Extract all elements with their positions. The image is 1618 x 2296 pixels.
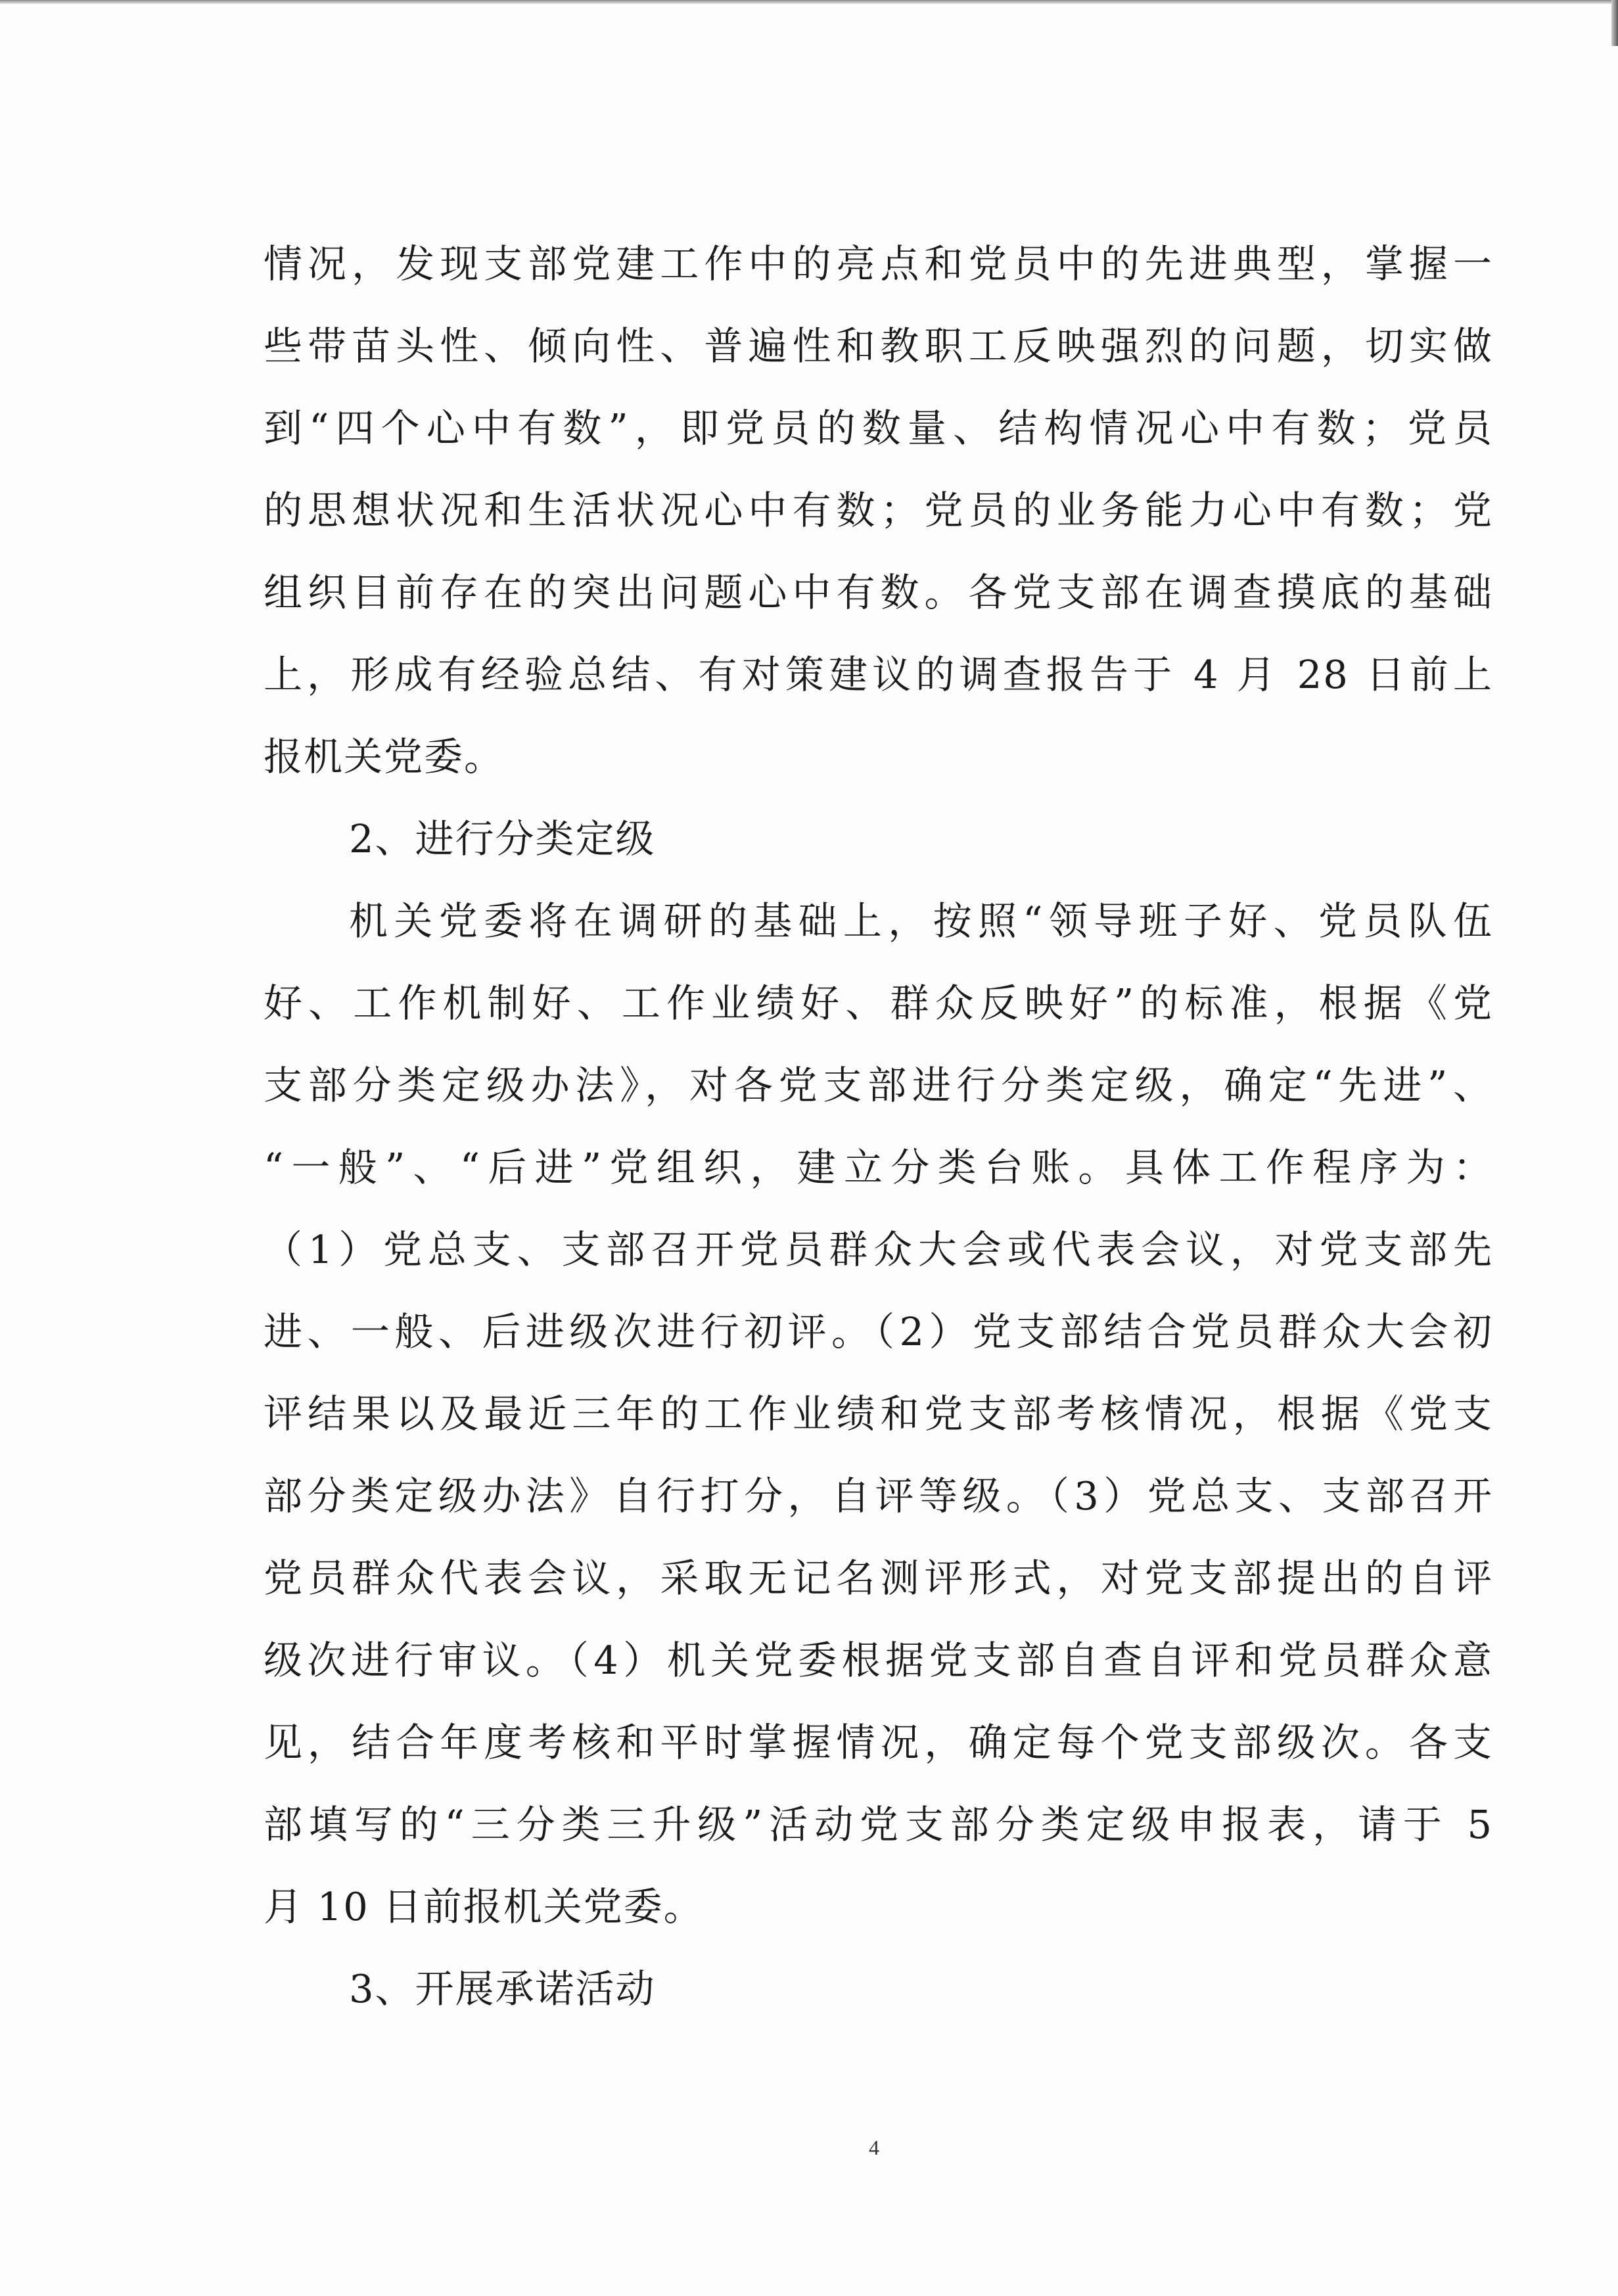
text-line: 进、一般、后进级次进行初评。（2）党支部结合党员群众大会初 [264,1309,1493,1354]
section-heading-2: 2、进行分类定级 [349,816,656,861]
page-number: 4 [869,2136,879,2159]
text-line: 部填写的“三分类三升级”活动党支部分类定级申报表，请于 5 [264,1802,1493,1847]
text-line: 部分类定级办法》自行打分，自评等级。（3）党总支、支部召开 [264,1473,1493,1519]
text-line: 见，结合年度考核和平时掌握情况，确定每个党支部级次。各支 [264,1720,1493,1765]
text-line: 支部分类定级办法》，对各党支部进行分类定级，确定“先进”、 [264,1063,1493,1108]
text-line: “一般”、“后进”党组织，建立分类台账。具体工作程序为： [264,1145,1493,1190]
text-line: 些带苗头性、倾向性、普遍性和教职工反映强烈的问题，切实做 [264,323,1493,369]
text-line: 机关党委将在调研的基础上，按照“领导班子好、党员队伍 [349,898,1493,944]
paragraph-1 [264,223,1493,798]
text-line: 上，形成有经验总结、有对策建议的调查报告于 4 月 28 日前上 [264,652,1493,697]
text-line: 评结果以及最近三年的工作业绩和党支部考核情况，根据《党支 [264,1391,1493,1436]
scan-edge-right [1611,0,1618,46]
section-heading-3: 3、开展承诺活动 [349,1966,656,2011]
text-line: 好、工作机制好、工作业绩好、群众反映好”的标准，根据《党 [264,980,1493,1026]
text-line: 月 10 日前报机关党委。 [264,1884,704,1929]
scan-edge-top [0,0,1618,4]
document-body [264,223,1493,2030]
text-line: 党员群众代表会议，采取无记名测评形式，对党支部提出的自评 [264,1555,1493,1601]
text-line: 报机关党委。 [264,734,505,779]
paragraph-2 [264,880,1493,1948]
text-line: 情况，发现支部党建工作中的亮点和党员中的先进典型，掌握一 [264,241,1493,287]
text-line: 组织目前存在的突出问题心中有数。各党支部在调查摸底的基础 [264,570,1493,615]
text-line: 级次进行审议。（4）机关党委根据党支部自查自评和党员群众意 [264,1638,1493,1683]
text-line: （1）党总支、支部召开党员群众大会或代表会议，对党支部先 [264,1227,1493,1272]
text-line: 到“四个心中有数”，即党员的数量、结构情况心中有数；党员 [264,405,1493,451]
text-line: 的思想状况和生活状况心中有数；党员的业务能力心中有数；党 [264,488,1493,533]
